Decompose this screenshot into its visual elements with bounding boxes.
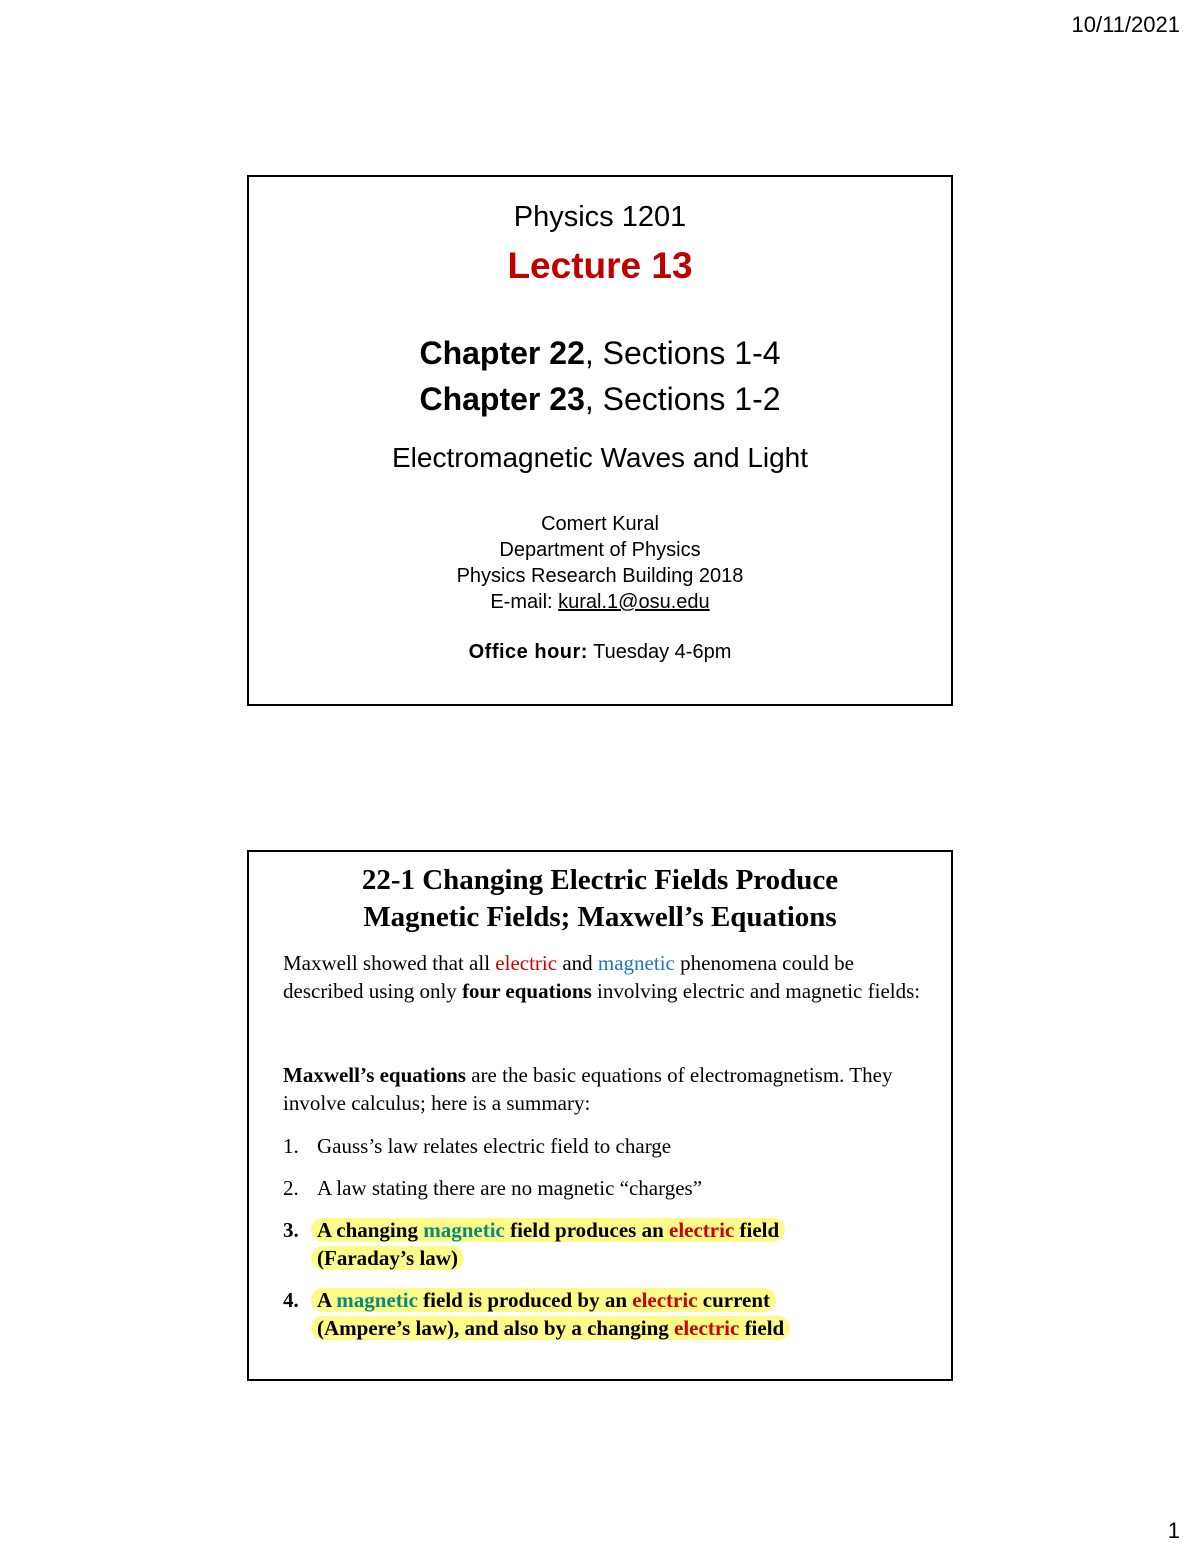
item-number: 3.: [283, 1218, 299, 1242]
item-text-part: field: [734, 1218, 780, 1242]
item-text-part: current: [697, 1288, 771, 1312]
highlight: [311, 1246, 464, 1270]
email-line: [249, 589, 951, 615]
item-text-part: (Ampere’s law), and also by a changing: [317, 1316, 675, 1340]
item-text: [317, 1216, 921, 1272]
item-number: 4.: [283, 1288, 299, 1312]
electric-word: electric: [632, 1288, 698, 1312]
office-hour-value: Tuesday 4-6pm: [587, 641, 732, 663]
intro-text: phenomena could be described using only: [283, 951, 854, 1003]
summary-text: are the basic equations of electromagnetism. They involve calculus; here is a summary:: [283, 1063, 893, 1115]
electric-word: electric: [669, 1218, 735, 1242]
item-text: Gauss’s law relates electric field to charge: [317, 1134, 672, 1158]
highlight: [311, 1288, 776, 1312]
email-link[interactable]: kural.1@osu.edu: [558, 591, 710, 613]
magnetic-word: magnetic: [336, 1288, 418, 1312]
lecture-title: Lecture 13: [507, 245, 693, 286]
slide-title-line1: 22-1 Changing Electric Fields Produce: [361, 864, 839, 896]
item-number: 2.: [283, 1176, 299, 1200]
instructor-name: Comert Kural: [541, 513, 659, 535]
course-title: Physics 1201: [513, 201, 687, 233]
page-date: 10/11/2021: [1071, 12, 1180, 37]
intro-text: and: [557, 951, 598, 975]
email-label: E-mail:: [490, 591, 559, 613]
chapter-23-label: Chapter 23: [419, 381, 585, 417]
lecture-subtitle: Electromagnetic Waves and Light: [391, 442, 809, 473]
electric-word: electric: [674, 1316, 740, 1340]
highlight: [311, 1218, 785, 1242]
item-text-part: (Faraday’s law): [317, 1246, 458, 1270]
maxwell-slide: [247, 850, 953, 1381]
item-text: [317, 1286, 921, 1342]
summary-paragraph: [283, 1061, 921, 1117]
office-hour-line: [249, 641, 951, 664]
maxwells-equations-term: Maxwell’s equations: [283, 1063, 466, 1087]
intro-paragraph: [283, 949, 921, 1005]
item-number: 1.: [283, 1134, 299, 1158]
intro-text: involving electric and magnetic fields:: [591, 979, 921, 1003]
magnetic-word: magnetic: [423, 1218, 505, 1242]
slide-title: [249, 862, 951, 936]
office-hour-label: Office hour:: [468, 641, 588, 663]
magnetic-word: magnetic: [597, 951, 675, 975]
item-text-part: A: [317, 1288, 337, 1312]
slide-title-line2: Magnetic Fields; Maxwell’s Equations: [363, 901, 837, 933]
four-equations: four equations: [462, 979, 592, 1003]
chapter-23-sections: , Sections 1-2: [584, 381, 781, 417]
department: Department of Physics: [499, 539, 701, 561]
item-text-part: field: [739, 1316, 785, 1340]
item-text: A law stating there are no magnetic “charges”: [317, 1176, 703, 1200]
chapter-22-line: [249, 335, 951, 372]
office-location: Physics Research Building 2018: [456, 565, 744, 587]
highlight: [311, 1316, 790, 1340]
item-text-part: field produces an: [504, 1218, 669, 1242]
page-number: 1: [1167, 1518, 1180, 1543]
chapter-22-label: Chapter 22: [419, 335, 585, 371]
item-text-part: field is produced by an: [417, 1288, 633, 1312]
chapter-22-sections: , Sections 1-4: [584, 335, 781, 371]
intro-text: Maxwell showed that all: [283, 951, 496, 975]
item-text-part: A changing: [317, 1218, 424, 1242]
title-slide: [247, 175, 953, 706]
chapter-23-line: [249, 381, 951, 418]
electric-word: electric: [495, 951, 558, 975]
